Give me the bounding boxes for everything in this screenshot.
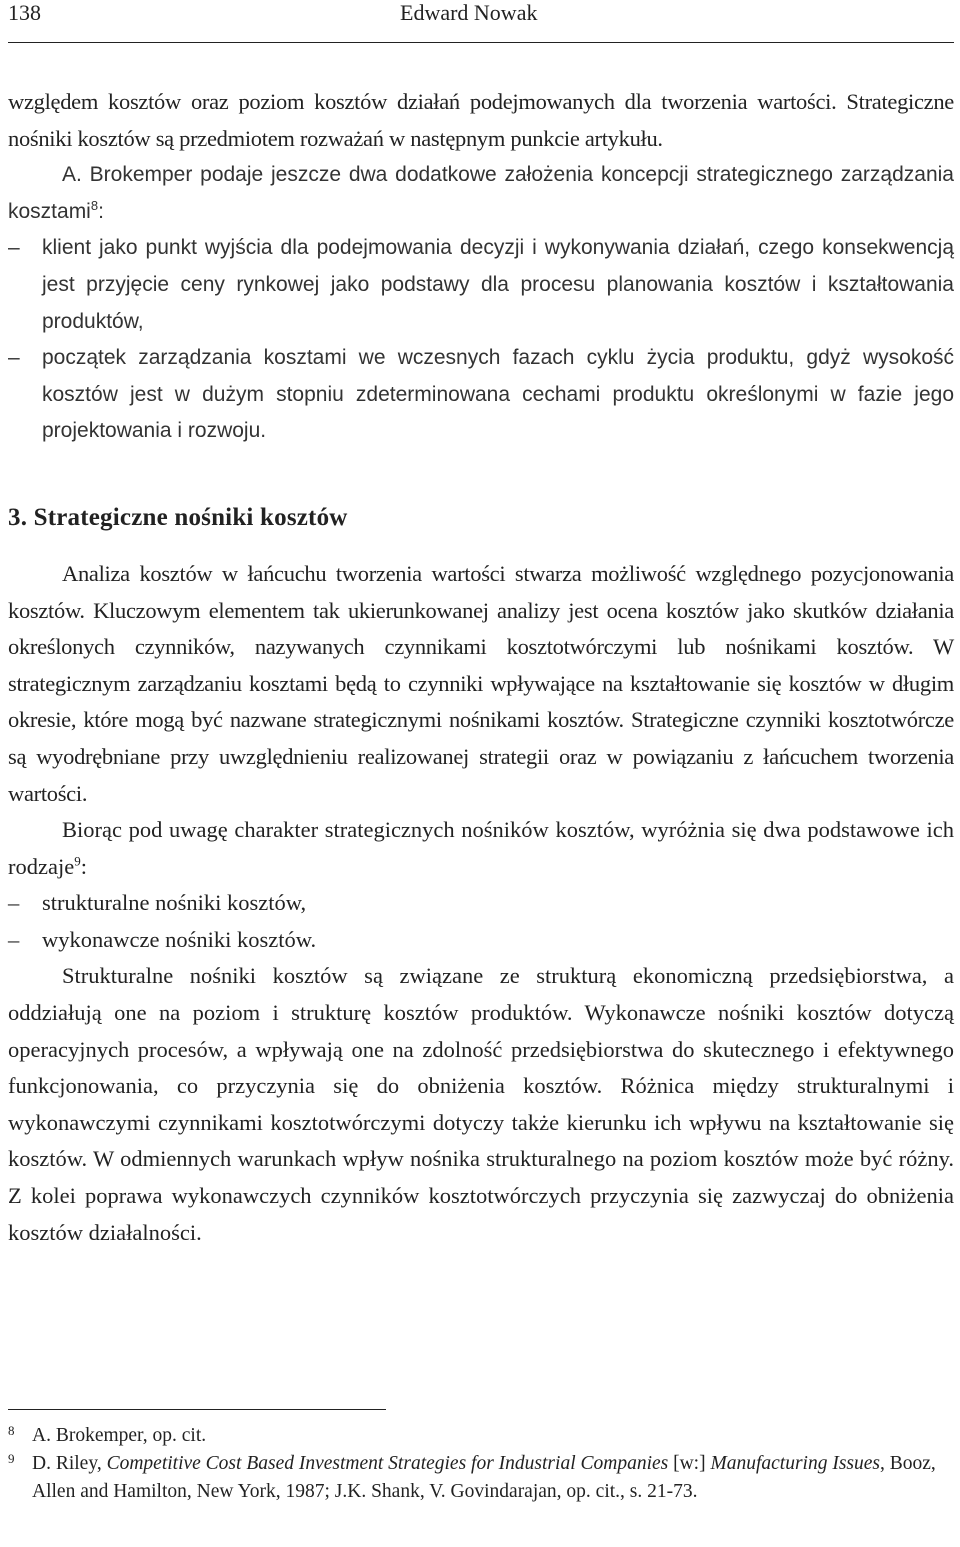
list-item <box>8 230 954 340</box>
footnote-9 <box>8 1450 954 1506</box>
list-item <box>8 340 954 450</box>
page-header <box>8 0 954 38</box>
dash-bullet: – <box>8 236 20 260</box>
dash-bullet: – <box>8 346 20 370</box>
paragraph-2-lead: Biorąc pod uwagę charakter strategicznych nośników kosztów, wyróżnia się dwa podstawowe ich rodzaje <box>8 817 954 879</box>
section-paragraph-3: Strukturalne nośniki kosztów są związane ze strukturą ekonomiczną przedsiębiorstwa, a oddziałują one na poziom i strukturę kosztów produktów. Wykonawcze nośniki kosztów dotyczą operacyjnych procesów, a wpływają one na zdolność przedsiębiorstwa do skutecznego i efektywnego funkcjonowania, co przyczynia się do obniżenia kosztów. Różnica między strukturalnymi i wykonawczymi czynnikami kosztotwórczymi dotyczy także kierunku ich wpływu na kształtowanie się kosztów. W odmiennych warunkach wpływ nośnika strukturalnego na poziom kosztów może być różny. Z kolei poprawa wykonawczych czynników kosztotwórczych przyczynia się zazwyczaj do obniżenia kosztów działalności. <box>8 963 954 1245</box>
page-number: 138 <box>8 0 41 25</box>
footnote-title: Competitive Cost Based Investment Strategies for Industrial Companies <box>106 1453 669 1474</box>
list-item-text: strukturalne nośniki kosztów, <box>42 890 307 916</box>
section-paragraph-1: Analiza kosztów w łańcuchu tworzenia wartości stwarza możliwość względnego pozycjonowania kosztów. Kluczowym elementem tak ukierunkowanej analizy jest ocena kosztów jako skutków działania określonych czynników, nazywanych czynnikami kosztotwórczymi lub nośnikami kosztów. W strategicznym zarządzaniu kosztami będą to czynniki wpływające na kształtowanie się kosztów w długim okresie, które mogą być nazwane strategicznymi nośnikami kosztów. Strategiczne czynniki kosztotwórcze są wyodrębniane przy uwzględnieniu realizowanej strategii oraz w powiązaniu z łańcuchem tworzenia wartości. <box>8 560 954 806</box>
brokemper-tail: : <box>98 199 104 223</box>
footnote-number: 9 <box>8 1451 15 1466</box>
footnote-rule <box>8 1409 386 1410</box>
footnote-source: Manufacturing Issues <box>710 1453 881 1474</box>
brokemper-lead: A. Brokemper podaje jeszcze dwa dodatkowe założenia koncepcji strategicznego zarządzania kosztami <box>8 163 954 223</box>
dash-bullet: – <box>8 926 20 952</box>
footnotes <box>8 1409 954 1506</box>
footnote-number: 8 <box>8 1423 15 1438</box>
footnote-ref-9: 9 <box>74 853 81 869</box>
brokemper-paragraph <box>8 157 954 230</box>
footnote-text: A. Brokemper, op. cit. <box>32 1425 207 1446</box>
paragraph-2-tail: : <box>80 853 87 879</box>
list-item-text: początek zarządzania kosztami we wczesnych fazach cyklu życia produktu, gdyż wysokość kosztów jest w dużym stopniu zdeterminowana cechami produktu określonymi w fazie jego projektowania i rozwoju. <box>42 346 954 443</box>
page-body <box>8 84 954 1251</box>
footnote-author: D. Riley, <box>32 1453 107 1474</box>
header-rule <box>8 42 954 43</box>
footnote-8 <box>8 1422 954 1450</box>
list-item <box>8 922 954 959</box>
section-heading: 3. Strategiczne nośniki kosztów <box>8 503 348 531</box>
list-item <box>8 885 954 922</box>
footnote-middle: [w:] <box>668 1453 711 1474</box>
footnote-ref-8: 8 <box>90 197 99 213</box>
continuation-paragraph: względem kosztów oraz poziom kosztów działań podejmowanych dla tworzenia wartości. Strategiczne nośniki kosztów są przedmiotem rozważań w następnym punkcie artykułu. <box>8 89 954 151</box>
section-paragraph-2 <box>8 812 954 885</box>
list-item-text: klient jako punkt wyjścia dla podejmowania decyzji i wykonywania działań, czego konsekwencją jest przyjęcie ceny rynkowej jako podstawy dla procesu planowania kosztów i kształtowania produktów, <box>42 236 954 333</box>
dash-bullet: – <box>8 890 20 916</box>
footnote-rest: , Booz, Allen and Hamilton, New York, 1987; J.K. Shank, V. Govindarajan, op. cit., s. 21-73. <box>32 1453 936 1502</box>
list-item-text: wykonawcze nośniki kosztów. <box>42 926 317 952</box>
running-head: Edward Nowak <box>400 0 538 25</box>
